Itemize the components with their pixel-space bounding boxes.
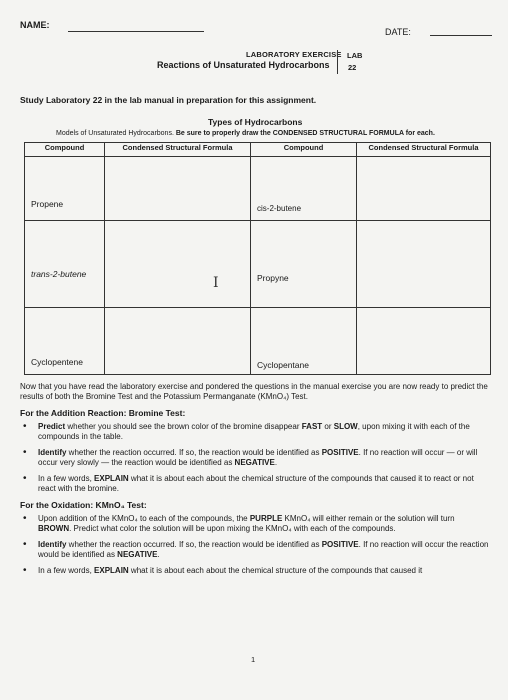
- cell-compound: [251, 308, 357, 375]
- name-field-line[interactable]: [68, 31, 204, 32]
- cell-formula-input[interactable]: [105, 221, 251, 308]
- lab-label: LAB: [347, 51, 363, 60]
- compound-propene: Propene: [31, 199, 64, 209]
- intro-text: Now that you have read the laboratory exercise and pondered the questions in the manual exercise you are now ready to predict the results of both the Bromine Test and the Potassium Permanganate (KMnO₄) Test.: [20, 382, 488, 401]
- header-compound-1: Compound: [25, 143, 105, 157]
- table-instructions-bold: Be sure to properly draw the CONDENSED STRUCTURAL FORMULA for each.: [175, 130, 435, 137]
- table-title: Types of Hydrocarbons: [208, 117, 303, 127]
- cell-formula-input[interactable]: [105, 157, 251, 221]
- cell-formula-input[interactable]: [357, 308, 491, 375]
- text-cursor-icon: I: [213, 275, 219, 291]
- list-item: • Predict whether you should see the brown color of the bromine disappear FAST or SLOW, upon mixing it with each of the compounds in the table.: [20, 422, 490, 442]
- lab-number: 22: [348, 63, 357, 72]
- compound-trans-2-butene: trans-2-butene: [31, 269, 87, 279]
- exercise-title: Reactions of Unsaturated Hydrocarbons: [157, 60, 330, 70]
- list-item: • Upon addition of the KMnO₄ to each of the compounds, the PURPLE KMnO₄ will either remain or the solution will turn BROWN. Predict what color the solution will be upon mixing the KMnO₄ with each of the compounds.: [20, 514, 490, 534]
- list-item: • Identify whether the reaction occurred. If so, the reaction would be identified as POSITIVE. If no reaction will occur — or will occur very slowly — the reaction would be identified as NEGATIVE.: [20, 448, 490, 468]
- cell-formula-input[interactable]: [105, 308, 251, 375]
- date-field-line[interactable]: [430, 35, 492, 36]
- compound-cyclopentene: Cyclopentene: [31, 357, 83, 367]
- oxidation-heading: For the Oxidation: KMnO₄ Test:: [20, 500, 147, 510]
- header-divider: [337, 50, 338, 74]
- cell-compound: [251, 221, 357, 308]
- table-instructions: [56, 130, 435, 137]
- addition-heading: For the Addition Reaction: Bromine Test:: [20, 408, 186, 418]
- table-row: [25, 157, 491, 221]
- hydrocarbon-table: [24, 142, 491, 375]
- table-instructions-plain: Models of Unsaturated Hydrocarbons.: [56, 130, 174, 137]
- header-formula-2: Condensed Structural Formula: [357, 143, 491, 157]
- name-label: NAME:: [20, 20, 50, 30]
- list-item: • In a few words, EXPLAIN what it is about each about the chemical structure of the compounds that caused it to react or not react with the bromine.: [20, 474, 490, 494]
- table-header-row: [25, 143, 491, 157]
- table-row: [25, 308, 491, 375]
- header-compound-2: Compound: [251, 143, 357, 157]
- cell-formula-input[interactable]: [357, 221, 491, 308]
- page-number: 1: [251, 655, 256, 664]
- cell-compound: [251, 157, 357, 221]
- study-note: Study Laboratory 22 in the lab manual in preparation for this assignment.: [20, 95, 317, 105]
- cell-compound: [25, 157, 105, 221]
- table-row: [25, 221, 491, 308]
- date-label: DATE:: [385, 27, 411, 37]
- compound-propyne: Propyne: [257, 273, 289, 283]
- instructions-section: [20, 382, 490, 582]
- compound-cyclopentane: Cyclopentane: [257, 360, 309, 370]
- cell-formula-input[interactable]: [357, 157, 491, 221]
- cell-compound: [25, 308, 105, 375]
- exercise-label: LABORATORY EXERCISE: [246, 50, 342, 59]
- oxidation-bullets: [20, 514, 490, 576]
- list-item: • Identify whether the reaction occurred. If so, the reaction would be identified as POSITIVE. If no reaction will occur the reaction would be identified as NEGATIVE.: [20, 540, 490, 560]
- compound-cis-2-butene: cis-2-butene: [257, 204, 302, 213]
- cell-compound: [25, 221, 105, 308]
- addition-bullets: [20, 422, 490, 494]
- header-formula-1: Condensed Structural Formula: [105, 143, 251, 157]
- list-item: • In a few words, EXPLAIN what it is about each about the chemical structure of the compounds that caused it: [20, 566, 490, 576]
